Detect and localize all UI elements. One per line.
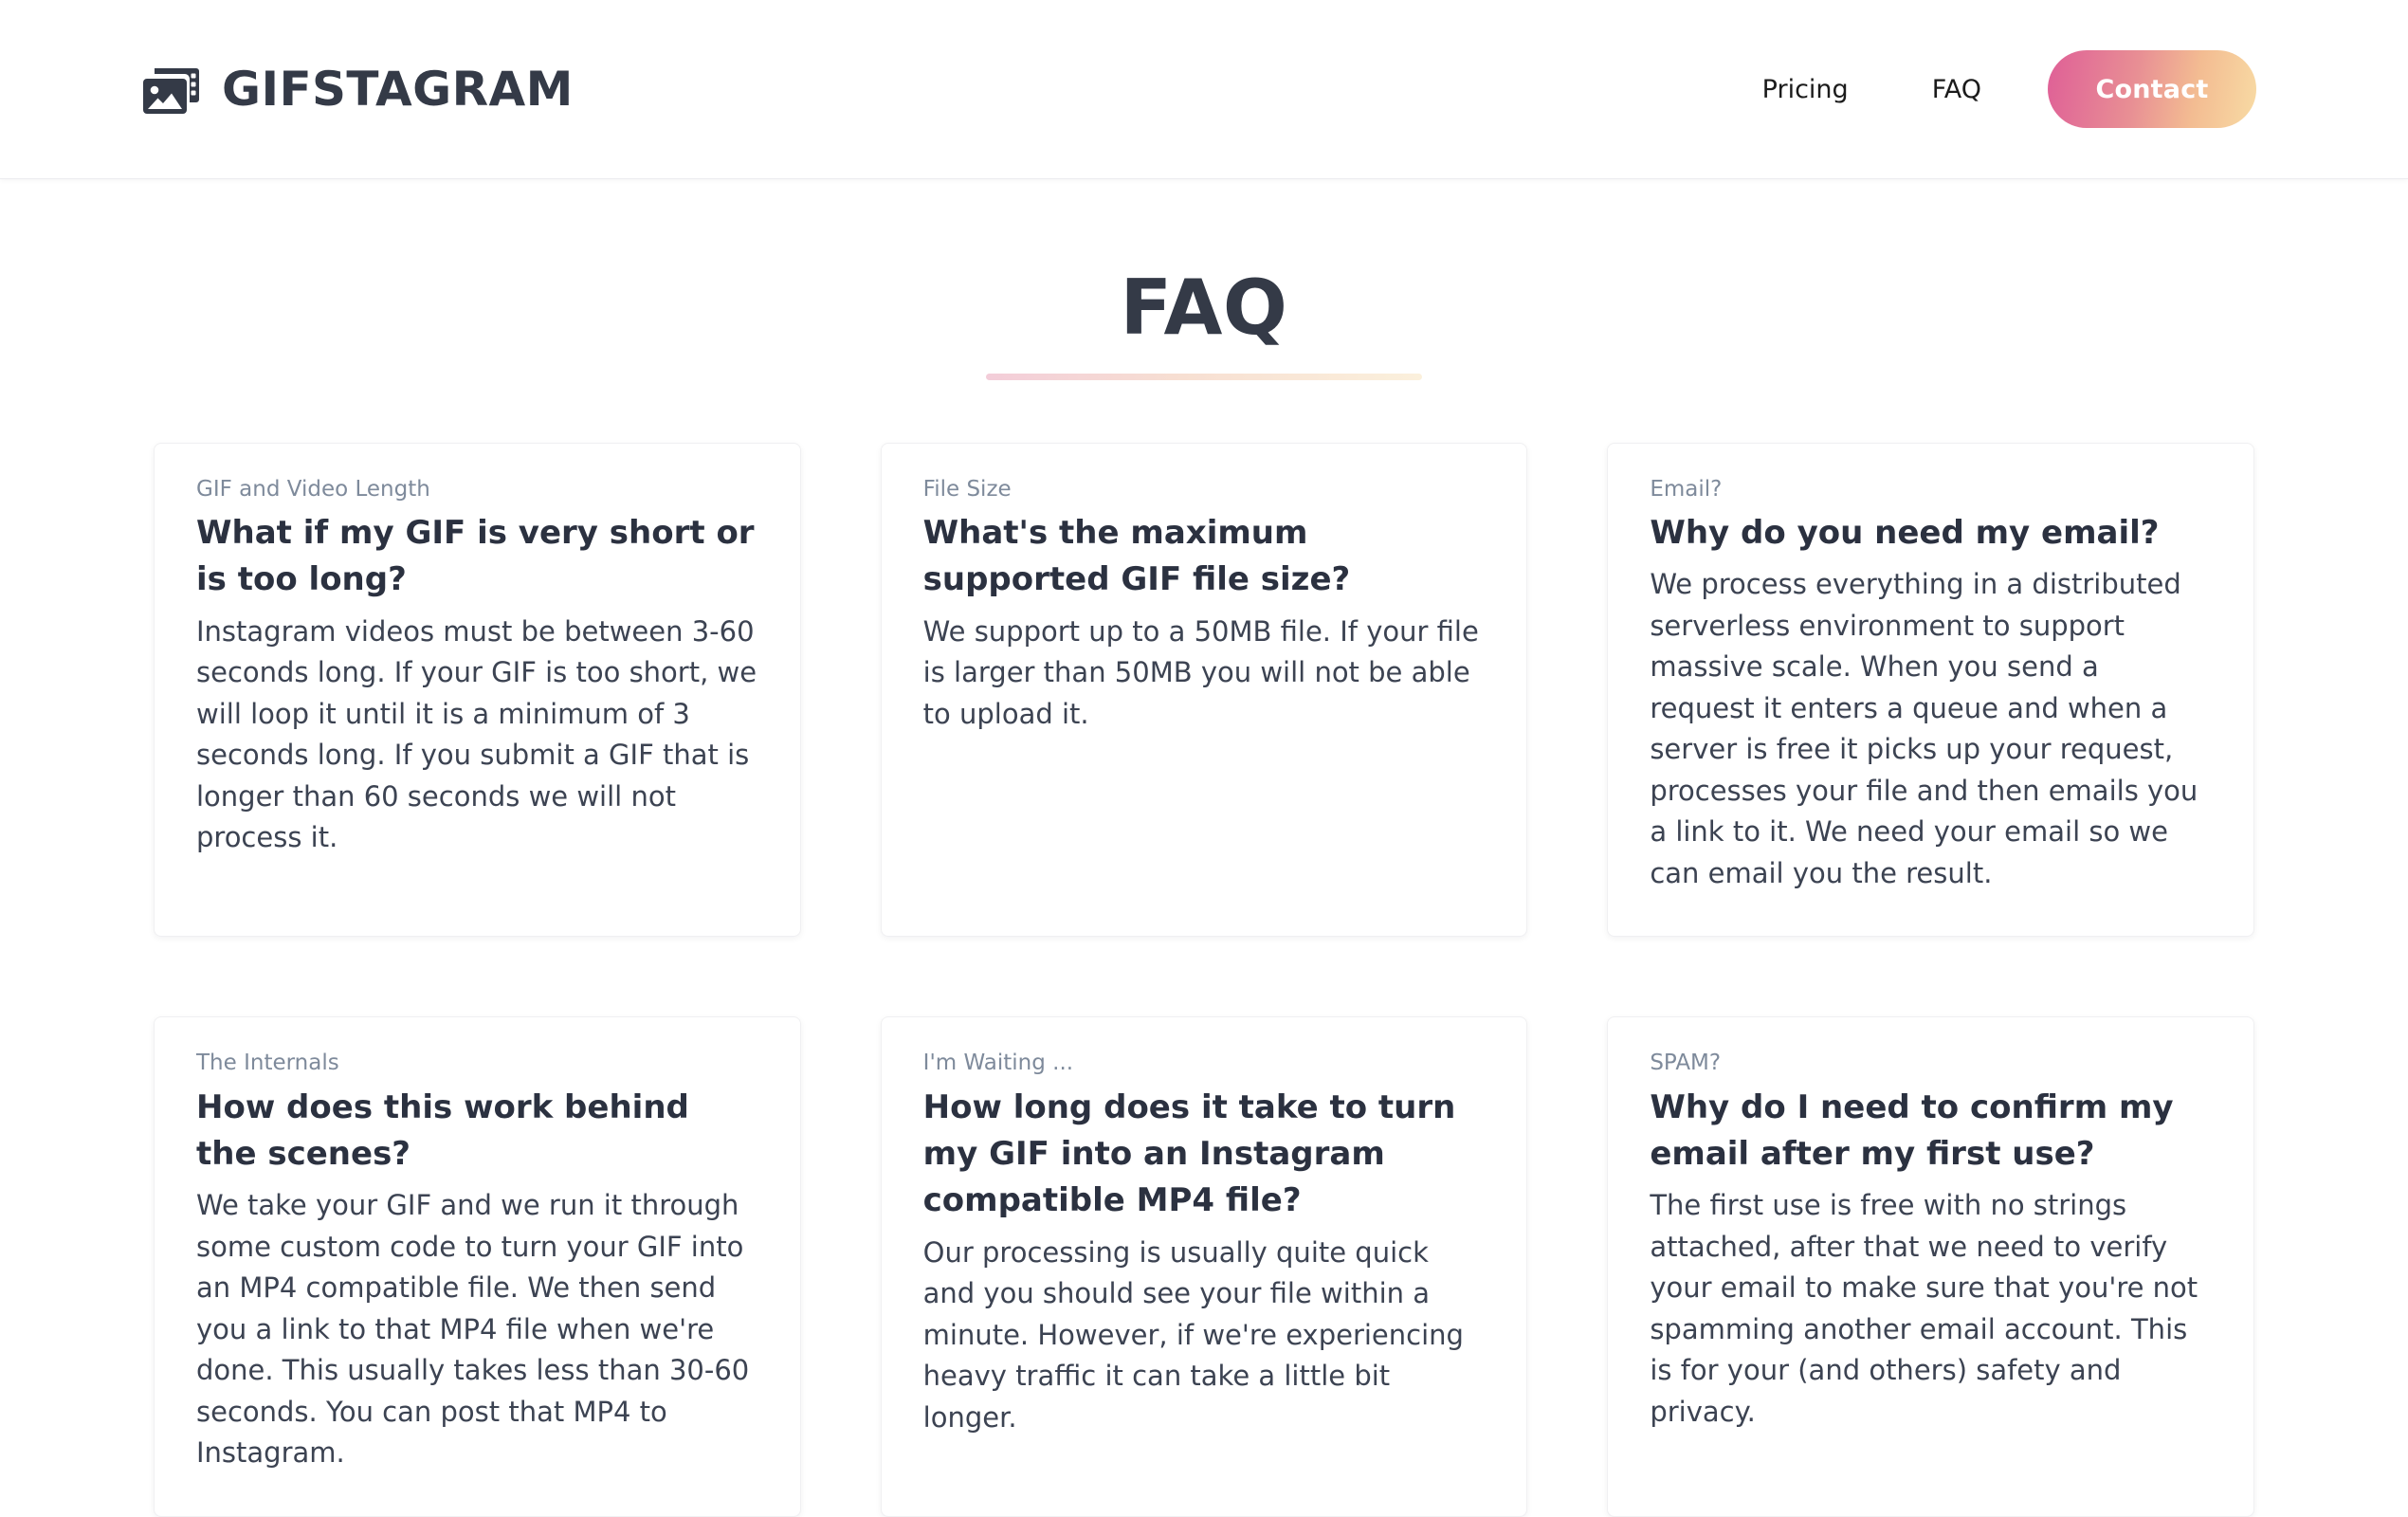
- faq-question: Why do I need to confirm my email after my first use?: [1650, 1087, 2174, 1173]
- faq-eyebrow: The Internals: [196, 1051, 339, 1076]
- page-title-section: [0, 179, 2408, 380]
- faq-card[interactable]: [881, 1016, 1528, 1516]
- brand-logo-link[interactable]: [142, 62, 574, 117]
- faq-eyebrow: I'm Waiting ...: [922, 1051, 1074, 1076]
- faq-eyebrow: Email?: [1650, 477, 1723, 502]
- nav-link-faq[interactable]: FAQ: [1931, 74, 1981, 104]
- main-content: [0, 179, 2408, 1517]
- main-nav: [1721, 50, 2256, 128]
- site-header: [0, 0, 2408, 179]
- faq-question: How does this work behind the scenes?: [196, 1087, 689, 1173]
- brand-name: GIFSTAGRAM: [222, 62, 574, 117]
- faq-card[interactable]: [154, 1016, 801, 1516]
- faq-card[interactable]: [1607, 1016, 2254, 1516]
- faq-question: Why do you need my email?: [1650, 514, 2160, 553]
- faq-card[interactable]: [881, 443, 1528, 937]
- faq-answer: Our processing is usually quite quick and you should see your file within a minute. However, if we're experiencing heavy traffic it can take a little bit longer.: [922, 1235, 1464, 1434]
- faq-question: How long does it take to turn my GIF into an Instagram compatible MP4 file?: [922, 1087, 1456, 1220]
- faq-question: What if my GIF is very short or is too long?: [196, 514, 755, 599]
- faq-answer: We support up to a 50MB file. If your file is larger than 50MB you will not be able to upload it.: [922, 614, 1479, 730]
- contact-button[interactable]: Contact: [2048, 50, 2256, 128]
- faq-eyebrow: File Size: [922, 477, 1012, 502]
- faq-answer: We process everything in a distributed serverless environment to support massive scale. When you send a request it enters a queue and when a server is free it picks up your request, processes your file and then emails you a link to it. We need your email so we can email you the result.: [1650, 568, 2198, 889]
- faq-answer: The first use is free with no strings attached, after that we need to verify your email to make sure that you're not spamming another email account. This is for your (and others) safety and privacy.: [1650, 1189, 2198, 1428]
- faq-eyebrow: GIF and Video Length: [196, 477, 430, 502]
- faq-grid: [154, 443, 2254, 1517]
- page-title: FAQ: [1120, 264, 1288, 352]
- faq-answer: Instagram videos must be between 3-60 seconds long. If your GIF is too short, we will loop it until it is a minimum of 3 seconds long. If you submit a GIF that is longer than 60 seconds we will not process it.: [196, 614, 757, 854]
- faq-card[interactable]: [154, 443, 801, 937]
- faq-card[interactable]: [1607, 443, 2254, 937]
- photo-film-icon: [142, 62, 201, 117]
- title-underline-accent: [986, 374, 1422, 380]
- faq-eyebrow: SPAM?: [1650, 1051, 1722, 1076]
- nav-link-pricing[interactable]: Pricing: [1761, 74, 1849, 104]
- faq-answer: We take your GIF and we run it through some custom code to turn your GIF into an MP4 compatible file. We then send you a link to that MP4 file when we're done. This usually takes less than 30-60 seconds. You can post that MP4 to Instagram.: [196, 1189, 750, 1470]
- faq-question: What's the maximum supported GIF file size?: [922, 514, 1351, 599]
